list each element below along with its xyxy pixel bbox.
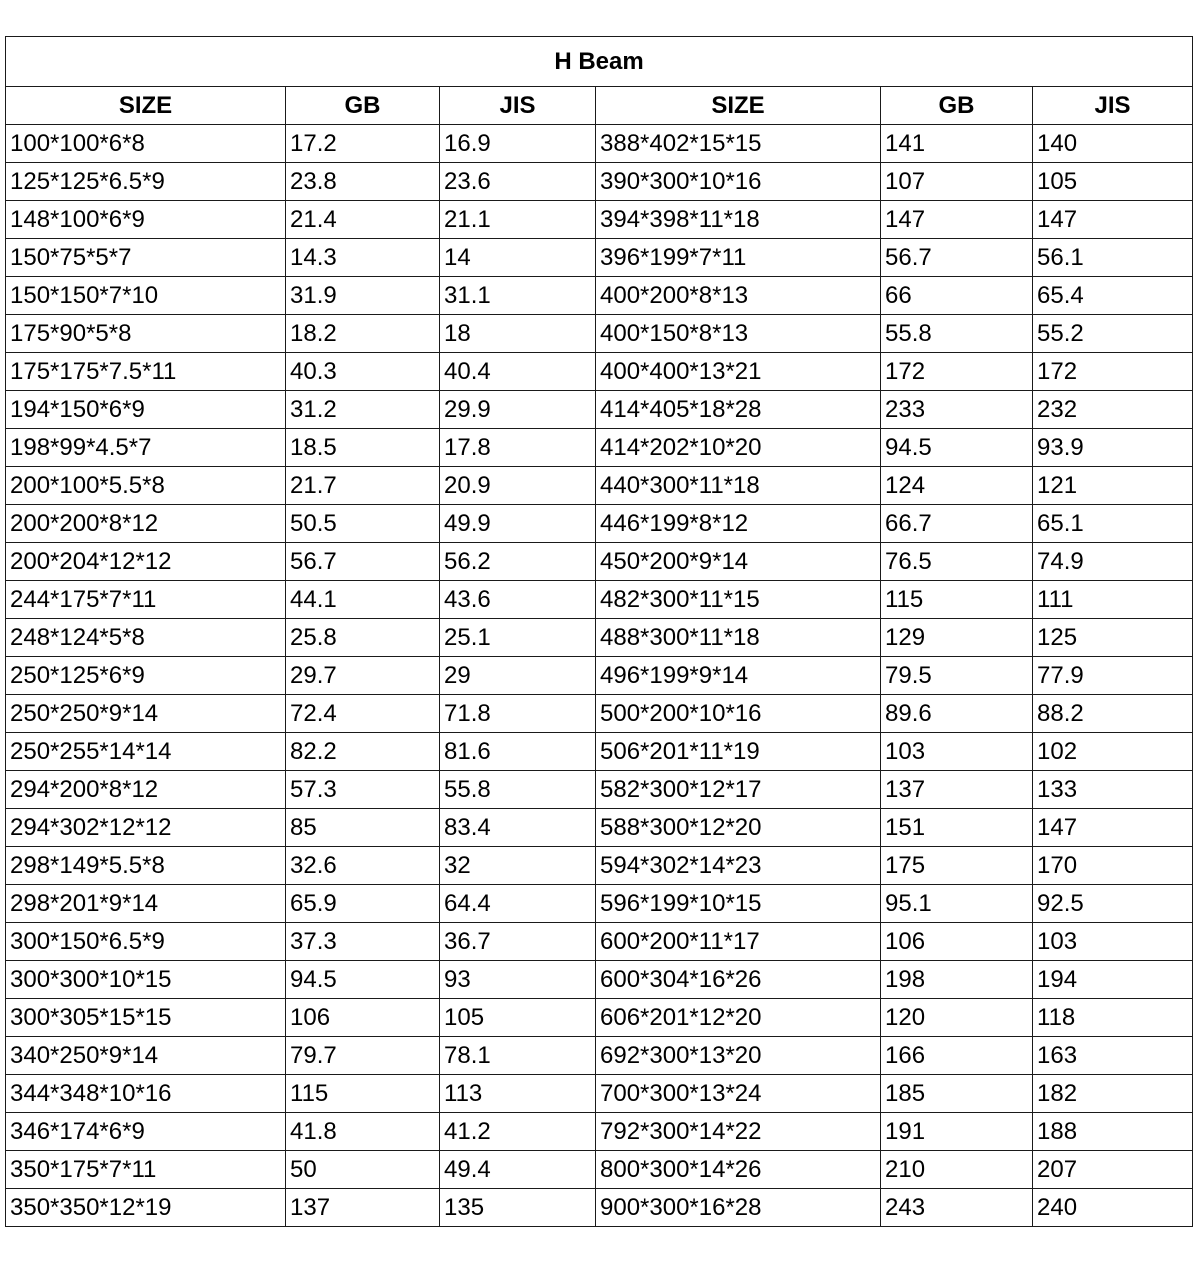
cell-gb-left: 29.7 xyxy=(286,657,440,695)
cell-jis-left: 71.8 xyxy=(440,695,596,733)
cell-jis-right: 207 xyxy=(1033,1151,1193,1189)
cell-gb-right: 166 xyxy=(881,1037,1033,1075)
cell-size-left: 200*200*8*12 xyxy=(6,505,286,543)
cell-jis-left: 64.4 xyxy=(440,885,596,923)
cell-size-left: 150*75*5*7 xyxy=(6,239,286,277)
header-size-left: SIZE xyxy=(6,87,286,125)
table-row xyxy=(6,999,1193,1037)
cell-gb-left: 44.1 xyxy=(286,581,440,619)
cell-jis-right: 133 xyxy=(1033,771,1193,809)
cell-size-right: 692*300*13*20 xyxy=(596,1037,881,1075)
cell-jis-right: 240 xyxy=(1033,1189,1193,1227)
cell-gb-right: 95.1 xyxy=(881,885,1033,923)
table-row xyxy=(6,809,1193,847)
cell-gb-left: 14.3 xyxy=(286,239,440,277)
cell-gb-left: 94.5 xyxy=(286,961,440,999)
cell-size-left: 125*125*6.5*9 xyxy=(6,163,286,201)
cell-size-left: 200*204*12*12 xyxy=(6,543,286,581)
table-row xyxy=(6,1113,1193,1151)
cell-size-right: 482*300*11*15 xyxy=(596,581,881,619)
cell-gb-right: 66.7 xyxy=(881,505,1033,543)
cell-size-left: 248*124*5*8 xyxy=(6,619,286,657)
cell-size-left: 344*348*10*16 xyxy=(6,1075,286,1113)
header-jis-right: JIS xyxy=(1033,87,1193,125)
cell-gb-right: 175 xyxy=(881,847,1033,885)
cell-gb-left: 57.3 xyxy=(286,771,440,809)
table-row xyxy=(6,201,1193,239)
cell-size-right: 414*202*10*20 xyxy=(596,429,881,467)
table-row xyxy=(6,923,1193,961)
cell-jis-left: 40.4 xyxy=(440,353,596,391)
cell-jis-right: 172 xyxy=(1033,353,1193,391)
header-gb-right: GB xyxy=(881,87,1033,125)
table-row xyxy=(6,733,1193,771)
table-row xyxy=(6,467,1193,505)
cell-size-right: 596*199*10*15 xyxy=(596,885,881,923)
cell-size-right: 400*400*13*21 xyxy=(596,353,881,391)
table-row xyxy=(6,277,1193,315)
cell-gb-left: 31.2 xyxy=(286,391,440,429)
cell-gb-left: 106 xyxy=(286,999,440,1037)
cell-size-right: 388*402*15*15 xyxy=(596,125,881,163)
cell-size-left: 298*149*5.5*8 xyxy=(6,847,286,885)
table-row xyxy=(6,315,1193,353)
cell-jis-right: 232 xyxy=(1033,391,1193,429)
cell-size-right: 450*200*9*14 xyxy=(596,543,881,581)
cell-size-right: 900*300*16*28 xyxy=(596,1189,881,1227)
header-size-right: SIZE xyxy=(596,87,881,125)
cell-gb-right: 124 xyxy=(881,467,1033,505)
cell-gb-right: 172 xyxy=(881,353,1033,391)
header-jis-left: JIS xyxy=(440,87,596,125)
cell-size-left: 198*99*4.5*7 xyxy=(6,429,286,467)
cell-gb-right: 76.5 xyxy=(881,543,1033,581)
cell-jis-right: 102 xyxy=(1033,733,1193,771)
cell-jis-left: 14 xyxy=(440,239,596,277)
cell-size-left: 350*175*7*11 xyxy=(6,1151,286,1189)
cell-gb-left: 115 xyxy=(286,1075,440,1113)
cell-gb-left: 82.2 xyxy=(286,733,440,771)
h-beam-table xyxy=(5,36,1193,1227)
table-row xyxy=(6,1189,1193,1227)
cell-gb-right: 94.5 xyxy=(881,429,1033,467)
cell-size-right: 390*300*10*16 xyxy=(596,163,881,201)
cell-gb-left: 18.5 xyxy=(286,429,440,467)
header-gb-left: GB xyxy=(286,87,440,125)
cell-size-left: 300*150*6.5*9 xyxy=(6,923,286,961)
cell-gb-right: 233 xyxy=(881,391,1033,429)
cell-gb-right: 198 xyxy=(881,961,1033,999)
cell-jis-right: 77.9 xyxy=(1033,657,1193,695)
cell-size-left: 244*175*7*11 xyxy=(6,581,286,619)
cell-gb-right: 151 xyxy=(881,809,1033,847)
cell-gb-left: 21.4 xyxy=(286,201,440,239)
cell-jis-right: 118 xyxy=(1033,999,1193,1037)
cell-gb-left: 25.8 xyxy=(286,619,440,657)
table-row xyxy=(6,239,1193,277)
cell-gb-left: 21.7 xyxy=(286,467,440,505)
cell-size-left: 250*250*9*14 xyxy=(6,695,286,733)
cell-gb-left: 32.6 xyxy=(286,847,440,885)
cell-jis-right: 105 xyxy=(1033,163,1193,201)
cell-gb-left: 72.4 xyxy=(286,695,440,733)
table-body xyxy=(6,125,1193,1227)
cell-jis-left: 105 xyxy=(440,999,596,1037)
cell-size-left: 294*200*8*12 xyxy=(6,771,286,809)
cell-size-right: 588*300*12*20 xyxy=(596,809,881,847)
cell-gb-right: 120 xyxy=(881,999,1033,1037)
title-row xyxy=(6,37,1193,87)
cell-jis-right: 170 xyxy=(1033,847,1193,885)
cell-size-right: 488*300*11*18 xyxy=(596,619,881,657)
cell-size-left: 150*150*7*10 xyxy=(6,277,286,315)
table-row xyxy=(6,885,1193,923)
cell-size-left: 250*255*14*14 xyxy=(6,733,286,771)
cell-gb-left: 50.5 xyxy=(286,505,440,543)
cell-size-right: 506*201*11*19 xyxy=(596,733,881,771)
cell-gb-right: 56.7 xyxy=(881,239,1033,277)
table-row xyxy=(6,1037,1193,1075)
cell-gb-right: 141 xyxy=(881,125,1033,163)
cell-jis-right: 194 xyxy=(1033,961,1193,999)
table-row xyxy=(6,695,1193,733)
cell-size-right: 600*304*16*26 xyxy=(596,961,881,999)
cell-gb-right: 191 xyxy=(881,1113,1033,1151)
cell-size-left: 175*90*5*8 xyxy=(6,315,286,353)
cell-gb-left: 41.8 xyxy=(286,1113,440,1151)
table-row xyxy=(6,771,1193,809)
cell-gb-right: 103 xyxy=(881,733,1033,771)
cell-size-left: 300*305*15*15 xyxy=(6,999,286,1037)
cell-jis-left: 135 xyxy=(440,1189,596,1227)
cell-gb-right: 185 xyxy=(881,1075,1033,1113)
cell-size-right: 792*300*14*22 xyxy=(596,1113,881,1151)
cell-jis-right: 147 xyxy=(1033,201,1193,239)
cell-jis-right: 55.2 xyxy=(1033,315,1193,353)
cell-size-left: 300*300*10*15 xyxy=(6,961,286,999)
table-row xyxy=(6,125,1193,163)
cell-size-right: 496*199*9*14 xyxy=(596,657,881,695)
cell-gb-left: 31.9 xyxy=(286,277,440,315)
cell-jis-left: 21.1 xyxy=(440,201,596,239)
cell-jis-right: 65.1 xyxy=(1033,505,1193,543)
cell-size-left: 175*175*7.5*11 xyxy=(6,353,286,391)
cell-size-right: 500*200*10*16 xyxy=(596,695,881,733)
cell-jis-left: 32 xyxy=(440,847,596,885)
cell-jis-left: 20.9 xyxy=(440,467,596,505)
cell-size-right: 600*200*11*17 xyxy=(596,923,881,961)
cell-jis-left: 78.1 xyxy=(440,1037,596,1075)
cell-size-left: 346*174*6*9 xyxy=(6,1113,286,1151)
cell-jis-right: 163 xyxy=(1033,1037,1193,1075)
table-row xyxy=(6,1151,1193,1189)
cell-jis-right: 111 xyxy=(1033,581,1193,619)
cell-jis-left: 49.9 xyxy=(440,505,596,543)
cell-size-left: 148*100*6*9 xyxy=(6,201,286,239)
cell-size-right: 414*405*18*28 xyxy=(596,391,881,429)
cell-jis-right: 56.1 xyxy=(1033,239,1193,277)
cell-size-left: 200*100*5.5*8 xyxy=(6,467,286,505)
cell-jis-left: 55.8 xyxy=(440,771,596,809)
cell-gb-left: 40.3 xyxy=(286,353,440,391)
cell-size-right: 394*398*11*18 xyxy=(596,201,881,239)
table-row xyxy=(6,505,1193,543)
cell-jis-left: 43.6 xyxy=(440,581,596,619)
cell-size-right: 594*302*14*23 xyxy=(596,847,881,885)
cell-jis-left: 56.2 xyxy=(440,543,596,581)
cell-jis-left: 83.4 xyxy=(440,809,596,847)
cell-size-right: 400*200*8*13 xyxy=(596,277,881,315)
table-row xyxy=(6,353,1193,391)
cell-size-right: 606*201*12*20 xyxy=(596,999,881,1037)
table-row xyxy=(6,581,1193,619)
cell-gb-left: 17.2 xyxy=(286,125,440,163)
cell-jis-right: 74.9 xyxy=(1033,543,1193,581)
cell-gb-left: 23.8 xyxy=(286,163,440,201)
cell-size-right: 700*300*13*24 xyxy=(596,1075,881,1113)
cell-jis-left: 17.8 xyxy=(440,429,596,467)
cell-jis-right: 140 xyxy=(1033,125,1193,163)
cell-gb-left: 37.3 xyxy=(286,923,440,961)
cell-gb-left: 85 xyxy=(286,809,440,847)
cell-gb-right: 129 xyxy=(881,619,1033,657)
cell-size-left: 298*201*9*14 xyxy=(6,885,286,923)
cell-jis-left: 18 xyxy=(440,315,596,353)
cell-size-left: 350*350*12*19 xyxy=(6,1189,286,1227)
cell-gb-left: 56.7 xyxy=(286,543,440,581)
table-row xyxy=(6,163,1193,201)
cell-jis-right: 188 xyxy=(1033,1113,1193,1151)
cell-jis-right: 125 xyxy=(1033,619,1193,657)
table-row xyxy=(6,619,1193,657)
table-row xyxy=(6,847,1193,885)
cell-jis-left: 29 xyxy=(440,657,596,695)
cell-size-left: 294*302*12*12 xyxy=(6,809,286,847)
cell-gb-right: 66 xyxy=(881,277,1033,315)
cell-gb-right: 115 xyxy=(881,581,1033,619)
table-row xyxy=(6,391,1193,429)
cell-jis-left: 41.2 xyxy=(440,1113,596,1151)
cell-jis-left: 16.9 xyxy=(440,125,596,163)
cell-jis-right: 182 xyxy=(1033,1075,1193,1113)
cell-size-right: 446*199*8*12 xyxy=(596,505,881,543)
cell-gb-right: 243 xyxy=(881,1189,1033,1227)
cell-gb-left: 50 xyxy=(286,1151,440,1189)
table-row xyxy=(6,1075,1193,1113)
cell-jis-right: 88.2 xyxy=(1033,695,1193,733)
header-row xyxy=(6,87,1193,125)
cell-jis-left: 29.9 xyxy=(440,391,596,429)
cell-size-left: 100*100*6*8 xyxy=(6,125,286,163)
cell-gb-right: 107 xyxy=(881,163,1033,201)
table-row xyxy=(6,429,1193,467)
cell-jis-right: 121 xyxy=(1033,467,1193,505)
cell-size-right: 440*300*11*18 xyxy=(596,467,881,505)
cell-gb-left: 137 xyxy=(286,1189,440,1227)
cell-jis-right: 103 xyxy=(1033,923,1193,961)
cell-jis-right: 92.5 xyxy=(1033,885,1193,923)
cell-jis-left: 49.4 xyxy=(440,1151,596,1189)
cell-jis-left: 93 xyxy=(440,961,596,999)
table-title: H Beam xyxy=(6,37,1193,87)
cell-jis-right: 65.4 xyxy=(1033,277,1193,315)
cell-gb-left: 18.2 xyxy=(286,315,440,353)
cell-gb-right: 106 xyxy=(881,923,1033,961)
cell-gb-right: 210 xyxy=(881,1151,1033,1189)
cell-gb-right: 147 xyxy=(881,201,1033,239)
table-row xyxy=(6,961,1193,999)
cell-size-left: 194*150*6*9 xyxy=(6,391,286,429)
cell-size-right: 582*300*12*17 xyxy=(596,771,881,809)
cell-jis-right: 147 xyxy=(1033,809,1193,847)
cell-size-left: 250*125*6*9 xyxy=(6,657,286,695)
cell-size-right: 800*300*14*26 xyxy=(596,1151,881,1189)
cell-size-left: 340*250*9*14 xyxy=(6,1037,286,1075)
cell-gb-right: 55.8 xyxy=(881,315,1033,353)
cell-jis-left: 81.6 xyxy=(440,733,596,771)
cell-gb-right: 89.6 xyxy=(881,695,1033,733)
cell-jis-left: 36.7 xyxy=(440,923,596,961)
cell-jis-left: 25.1 xyxy=(440,619,596,657)
table-row xyxy=(6,657,1193,695)
cell-size-right: 400*150*8*13 xyxy=(596,315,881,353)
cell-gb-left: 79.7 xyxy=(286,1037,440,1075)
cell-jis-right: 93.9 xyxy=(1033,429,1193,467)
cell-jis-left: 23.6 xyxy=(440,163,596,201)
h-beam-sheet xyxy=(5,36,1192,1227)
cell-jis-left: 31.1 xyxy=(440,277,596,315)
cell-gb-right: 137 xyxy=(881,771,1033,809)
cell-jis-left: 113 xyxy=(440,1075,596,1113)
cell-gb-right: 79.5 xyxy=(881,657,1033,695)
cell-size-right: 396*199*7*11 xyxy=(596,239,881,277)
cell-gb-left: 65.9 xyxy=(286,885,440,923)
table-row xyxy=(6,543,1193,581)
